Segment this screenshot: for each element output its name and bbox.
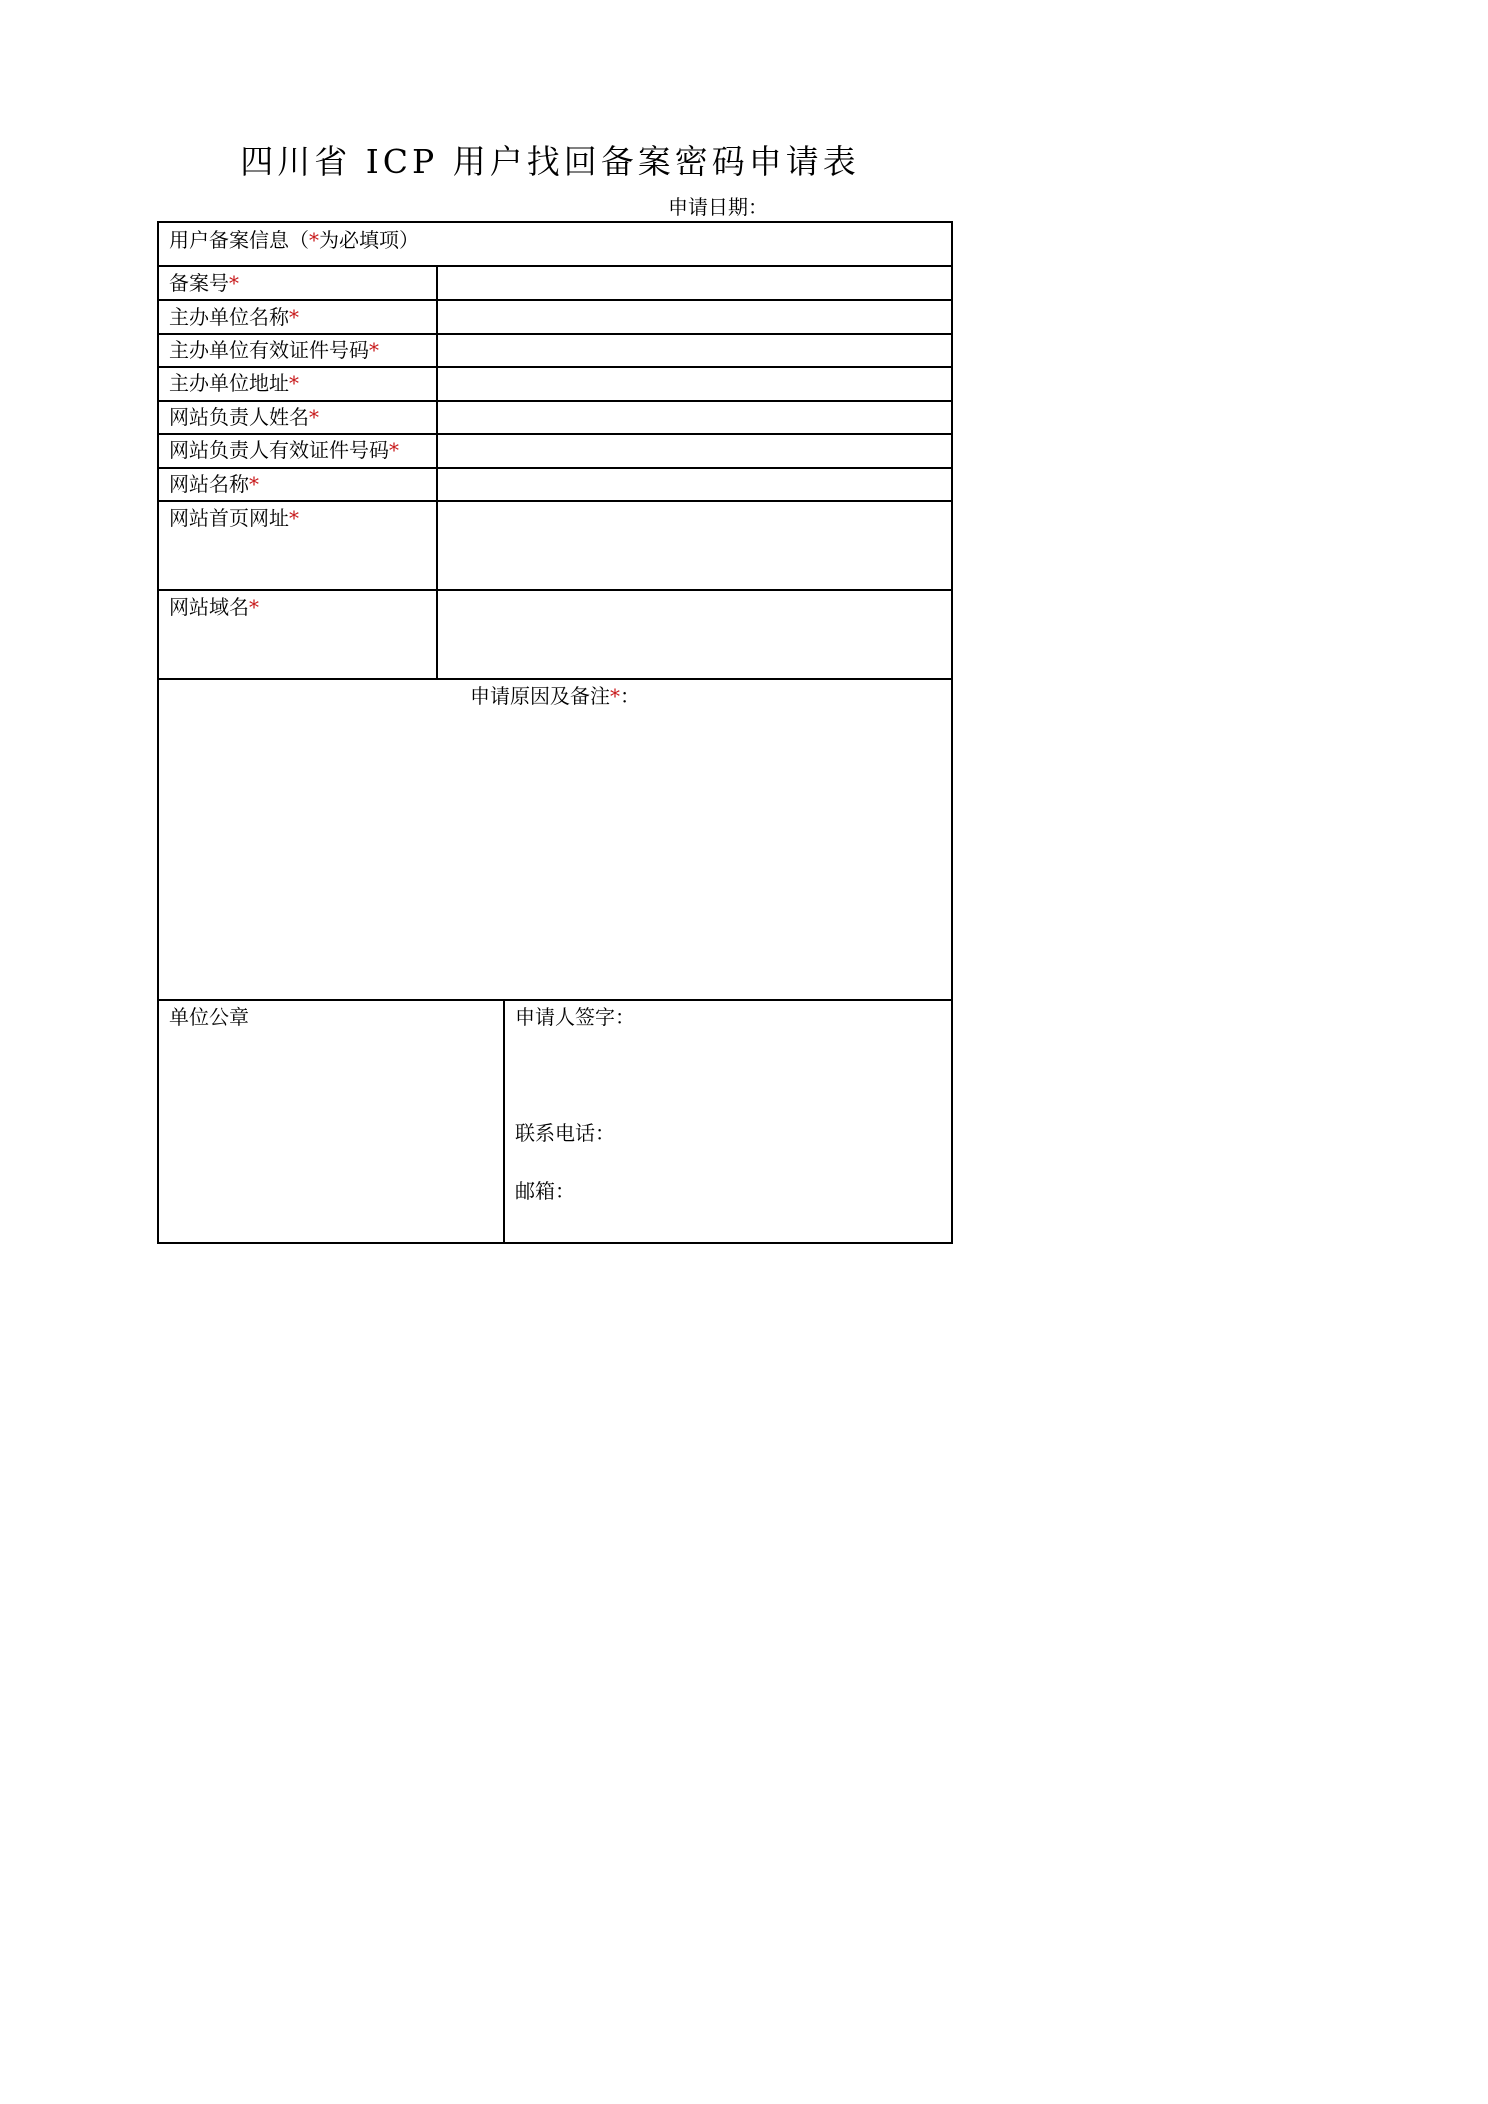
field-label-site-owner-id-number: 网站负责人有效证件号码*: [169, 438, 399, 462]
reason-label: 申请原因及备注*：: [470, 684, 640, 708]
column-divider: [503, 999, 505, 1243]
field-label-site-owner-name: 网站负责人姓名*: [169, 405, 319, 429]
required-star: *: [249, 595, 259, 619]
homepage-url-field[interactable]: [439, 502, 949, 588]
organizer-address-field[interactable]: [439, 368, 949, 400]
domain-name-field[interactable]: [439, 591, 949, 677]
required-star: *: [289, 506, 299, 530]
field-label-site-name: 网站名称*: [169, 472, 259, 496]
page-title: 四川省 ICP 用户找回备案密码申请表: [240, 142, 860, 181]
divider: [159, 999, 951, 1001]
site-name-field[interactable]: [439, 469, 949, 501]
email-label: 邮箱：: [515, 1179, 575, 1203]
required-star: *: [309, 405, 319, 429]
apply-date-label: 申请日期：: [668, 195, 768, 219]
seal-area[interactable]: [165, 1035, 497, 1235]
field-label-organizer-address: 主办单位地址*: [169, 371, 299, 395]
column-divider: [436, 265, 438, 680]
required-star: *: [369, 338, 379, 362]
required-star: *: [610, 684, 620, 708]
divider: [159, 678, 951, 680]
required-star: *: [289, 305, 299, 329]
record-number-field[interactable]: [439, 267, 949, 299]
required-star: *: [309, 228, 319, 252]
site-owner-id-number-field[interactable]: [439, 435, 949, 467]
phone-field[interactable]: [619, 1119, 944, 1149]
seal-label: 单位公章: [169, 1005, 249, 1029]
reason-field[interactable]: [165, 715, 945, 995]
application-form: [157, 221, 953, 1244]
field-label-domain-name: 网站域名*: [169, 595, 259, 619]
required-star: *: [389, 438, 399, 462]
site-owner-name-field[interactable]: [439, 402, 949, 434]
signature-field[interactable]: [629, 1003, 944, 1093]
field-label-record-number: 备案号*: [169, 271, 239, 295]
field-label-organizer-id-number: 主办单位有效证件号码*: [169, 338, 379, 362]
organizer-id-number-field[interactable]: [439, 335, 949, 367]
field-label-organizer-name: 主办单位名称*: [169, 305, 299, 329]
field-label-homepage-url: 网站首页网址*: [169, 506, 299, 530]
email-field[interactable]: [579, 1177, 944, 1207]
section-header: 用户备案信息（*为必填项）: [169, 228, 419, 252]
signature-label: 申请人签字：: [515, 1005, 635, 1029]
required-star: *: [229, 271, 239, 295]
required-star: *: [249, 472, 259, 496]
organizer-name-field[interactable]: [439, 301, 949, 333]
required-star: *: [289, 371, 299, 395]
phone-label: 联系电话：: [515, 1121, 615, 1145]
